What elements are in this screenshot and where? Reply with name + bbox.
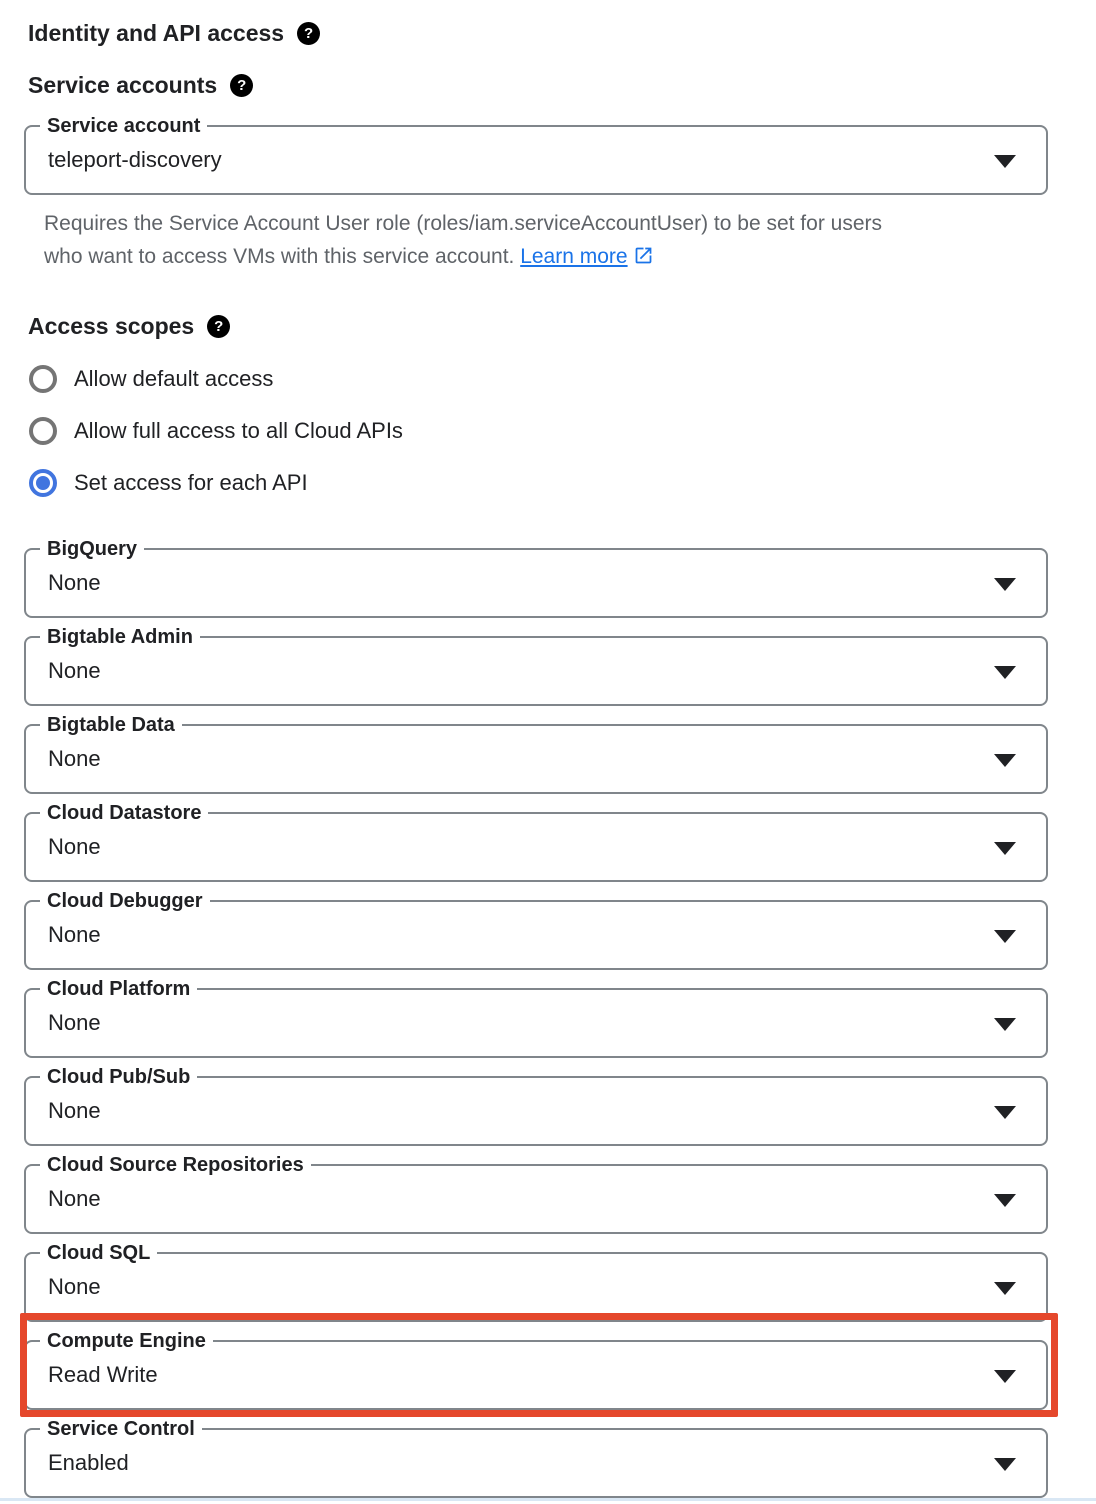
page-title: Identity and API access <box>28 20 285 46</box>
scope-select-bigquery[interactable] <box>24 538 1048 618</box>
scope-select-cloud-platform[interactable] <box>24 978 1048 1058</box>
scope-select-cloud-debugger[interactable] <box>24 890 1048 970</box>
scope-value: None <box>48 834 101 859</box>
scope-value: None <box>48 1098 101 1123</box>
help-icon[interactable]: ? <box>230 74 253 97</box>
chevron-down-icon <box>994 1106 1016 1119</box>
chevron-down-icon <box>994 578 1016 591</box>
scope-select-compute-engine[interactable] <box>24 1330 1048 1410</box>
scope-value: None <box>48 746 101 771</box>
chevron-down-icon <box>994 155 1016 168</box>
scope-label: Cloud Debugger <box>40 890 210 913</box>
section-heading-identity-api-access <box>28 0 1096 47</box>
access-scopes-heading: Access scopes <box>28 313 195 339</box>
scope-value: Read Write <box>48 1362 158 1387</box>
scope-select-cloud-pubsub[interactable] <box>24 1066 1048 1146</box>
section-heading-service-accounts <box>28 72 1096 99</box>
chevron-down-icon <box>994 1458 1016 1471</box>
learn-more-link[interactable]: Learn more <box>520 245 628 268</box>
helper-line-2: who want to access VMs with this service account. Learn more <box>44 240 1096 276</box>
bottom-divider <box>0 1498 1096 1501</box>
radio-set-access-each-api[interactable]: Set access for each API <box>29 469 1096 497</box>
service-accounts-heading: Service accounts <box>28 72 218 98</box>
scope-value: None <box>48 1274 101 1299</box>
service-account-value: teleport-discovery <box>48 147 222 172</box>
scope-label: BigQuery <box>40 538 144 561</box>
help-icon[interactable]: ? <box>207 315 230 338</box>
scope-label: Bigtable Admin <box>40 626 200 649</box>
scope-value: None <box>48 570 101 595</box>
section-heading-access-scopes <box>28 313 1096 340</box>
scope-label: Cloud Source Repositories <box>40 1154 311 1177</box>
chevron-down-icon <box>994 930 1016 943</box>
scope-label: Cloud Pub/Sub <box>40 1066 197 1089</box>
radio-allow-default-access[interactable]: Allow default access <box>29 365 1096 393</box>
chevron-down-icon <box>994 1282 1016 1295</box>
scope-select-cloud-datastore[interactable] <box>24 802 1048 882</box>
external-link-icon <box>633 243 654 276</box>
service-account-label: Service account <box>40 115 207 138</box>
scope-label: Bigtable Data <box>40 714 182 737</box>
scope-label: Compute Engine <box>40 1330 213 1353</box>
scope-value: Enabled <box>48 1450 129 1475</box>
access-scope-radio-group <box>29 365 1096 497</box>
scope-value: None <box>48 1186 101 1211</box>
scope-value: None <box>48 1010 101 1035</box>
chevron-down-icon <box>994 754 1016 767</box>
scope-select-service-control[interactable] <box>24 1418 1048 1498</box>
scope-value: None <box>48 922 101 947</box>
scope-select-cloud-source-repositories[interactable] <box>24 1154 1048 1234</box>
chevron-down-icon <box>994 1370 1016 1383</box>
helper-line-1: Requires the Service Account User role (roles/iam.serviceAccountUser) to be set for users <box>44 212 883 235</box>
scope-value: None <box>48 658 101 683</box>
scope-select-bigtable-data[interactable] <box>24 714 1048 794</box>
scope-select-bigtable-admin[interactable] <box>24 626 1048 706</box>
service-account-helper-text <box>44 207 1096 276</box>
service-account-select[interactable] <box>24 115 1048 195</box>
api-scopes-list <box>0 538 1096 1498</box>
scope-select-cloud-sql[interactable] <box>24 1242 1048 1322</box>
help-icon[interactable]: ? <box>297 22 320 45</box>
radio-unselected-icon <box>29 365 57 393</box>
chevron-down-icon <box>994 1018 1016 1031</box>
chevron-down-icon <box>994 842 1016 855</box>
scope-label: Cloud SQL <box>40 1242 157 1265</box>
scope-label: Cloud Datastore <box>40 802 208 825</box>
chevron-down-icon <box>994 666 1016 679</box>
radio-selected-icon <box>29 469 57 497</box>
chevron-down-icon <box>994 1194 1016 1207</box>
radio-allow-full-access[interactable]: Allow full access to all Cloud APIs <box>29 417 1096 445</box>
scope-label: Cloud Platform <box>40 978 197 1001</box>
scope-label: Service Control <box>40 1418 202 1441</box>
radio-unselected-icon <box>29 417 57 445</box>
